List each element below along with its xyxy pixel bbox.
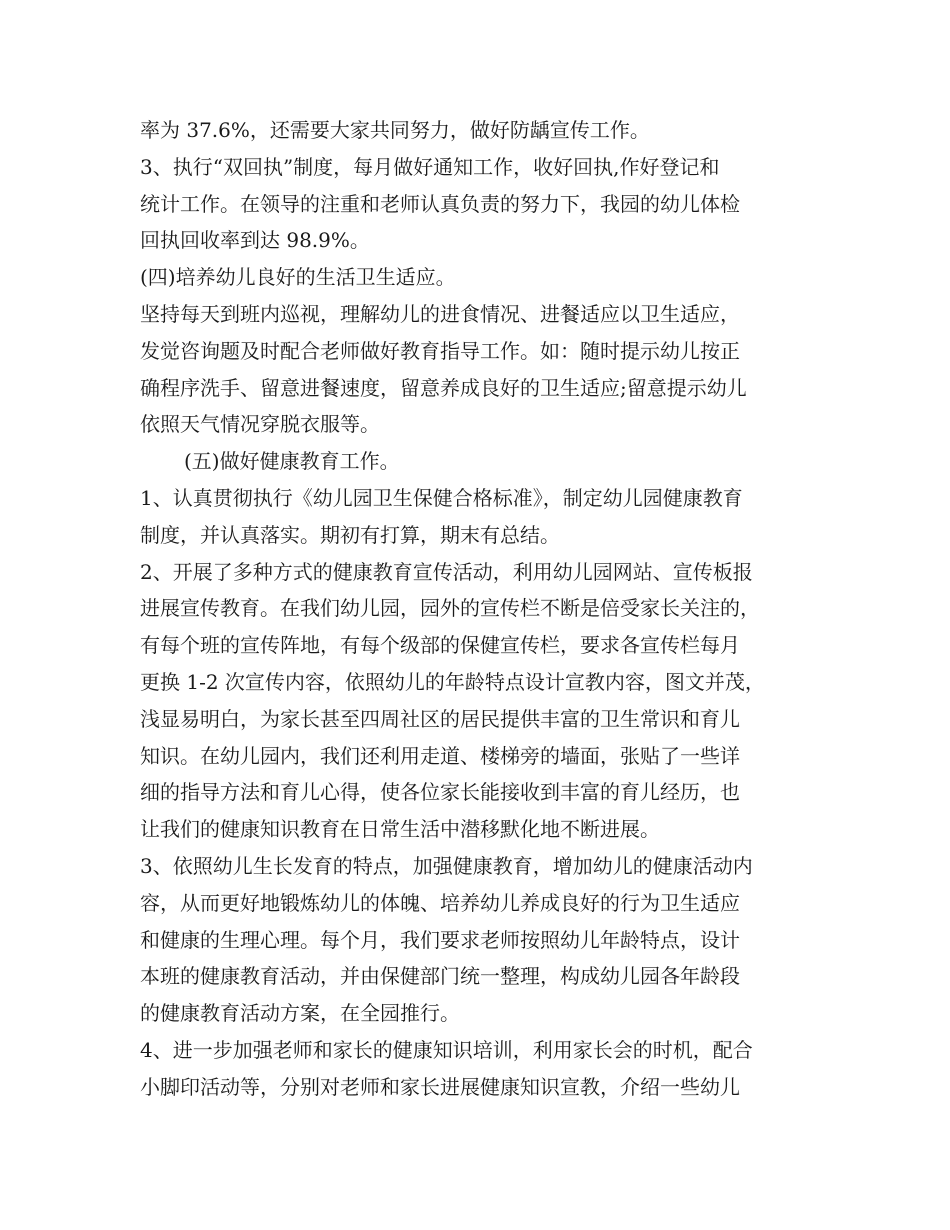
text-line: 2、开展了多种方式的健康教育宣传活动，利用幼儿园网站、宣传板报 bbox=[140, 559, 753, 584]
text-line: 3、执行“双回执”制度，每月做好通知工作，收好回执,作好登记和 bbox=[140, 154, 720, 179]
text-line: 坚持每天到班内巡视，理解幼儿的进食情况、进餐适应以卫生适应， bbox=[140, 301, 740, 326]
section-heading: (五)做好健康教育工作。 bbox=[184, 449, 400, 474]
text-line: 确程序洗手、留意进餐速度，留意养成良好的卫生适应;留意提示幼儿 bbox=[140, 375, 747, 400]
text-line: 4、进一步加强老师和家长的健康知识培训，利用家长会的时机，配合 bbox=[140, 1037, 753, 1062]
text-line: 细的指导方法和育儿心得，使各位家长能接收到丰富的育儿经历，也 bbox=[140, 780, 740, 805]
text-line: 率为 37.6%，还需要大家共同努力，做好防龋宣传工作。 bbox=[140, 118, 650, 142]
text-line: 统计工作。在领导的注重和老师认真负责的努力下，我园的幼儿体检 bbox=[140, 191, 740, 216]
text-line: 更换 1-2 次宣传内容，依照幼儿的年龄特点设计宣教内容，图文并茂， bbox=[140, 669, 765, 694]
text-line: 制度，并认真落实。期初有打算，期末有总结。 bbox=[140, 522, 560, 547]
text-line: 本班的健康教育活动，并由保健部门统一整理，构成幼儿园各年龄段 bbox=[140, 964, 740, 989]
text-line: 3、依照幼儿生长发育的特点，加强健康教育，增加幼儿的健康活动内 bbox=[140, 853, 753, 878]
text-line: 回执回收率到达 98.9%。 bbox=[140, 228, 370, 253]
text-line: 有每个班的宣传阵地，有每个级部的保健宣传栏，要求各宣传栏每月 bbox=[140, 633, 740, 658]
text-line: 依照天气情况穿脱衣服等。 bbox=[140, 412, 380, 437]
text-line: 浅显易明白，为家长甚至四周社区的居民提供丰富的卫生常识和育儿 bbox=[140, 706, 740, 731]
text-line: 发觉咨询题及时配合老师做好教育指导工作。如：随时提示幼儿按正 bbox=[140, 338, 740, 363]
section-heading: (四)培养幼儿良好的生活卫生适应。 bbox=[140, 265, 456, 290]
text-line: 和健康的生理心理。每个月，我们要求老师按照幼儿年龄特点，设计 bbox=[140, 927, 740, 952]
text-line: 让我们的健康知识教育在日常生活中潜移默化地不断进展。 bbox=[140, 817, 660, 842]
text-line: 小脚印活动等，分别对老师和家长进展健康知识宣教，介绍一些幼儿 bbox=[140, 1074, 740, 1099]
text-line: 知识。在幼儿园内，我们还利用走道、楼梯旁的墙面，张贴了一些详 bbox=[140, 743, 740, 768]
text-line: 进展宣传教育。在我们幼儿园，园外的宣传栏不断是倍受家长关注的， bbox=[140, 596, 760, 621]
text-line: 1、认真贯彻执行《幼儿园卫生保健合格标准》，制定幼儿园健康教育 bbox=[140, 485, 743, 510]
document-body bbox=[140, 112, 830, 1106]
text-line: 的健康教育活动方案，在全园推行。 bbox=[140, 1001, 460, 1026]
text-line: 容，从而更好地锻炼幼儿的体魄、培养幼儿养成良好的行为卫生适应 bbox=[140, 890, 740, 915]
